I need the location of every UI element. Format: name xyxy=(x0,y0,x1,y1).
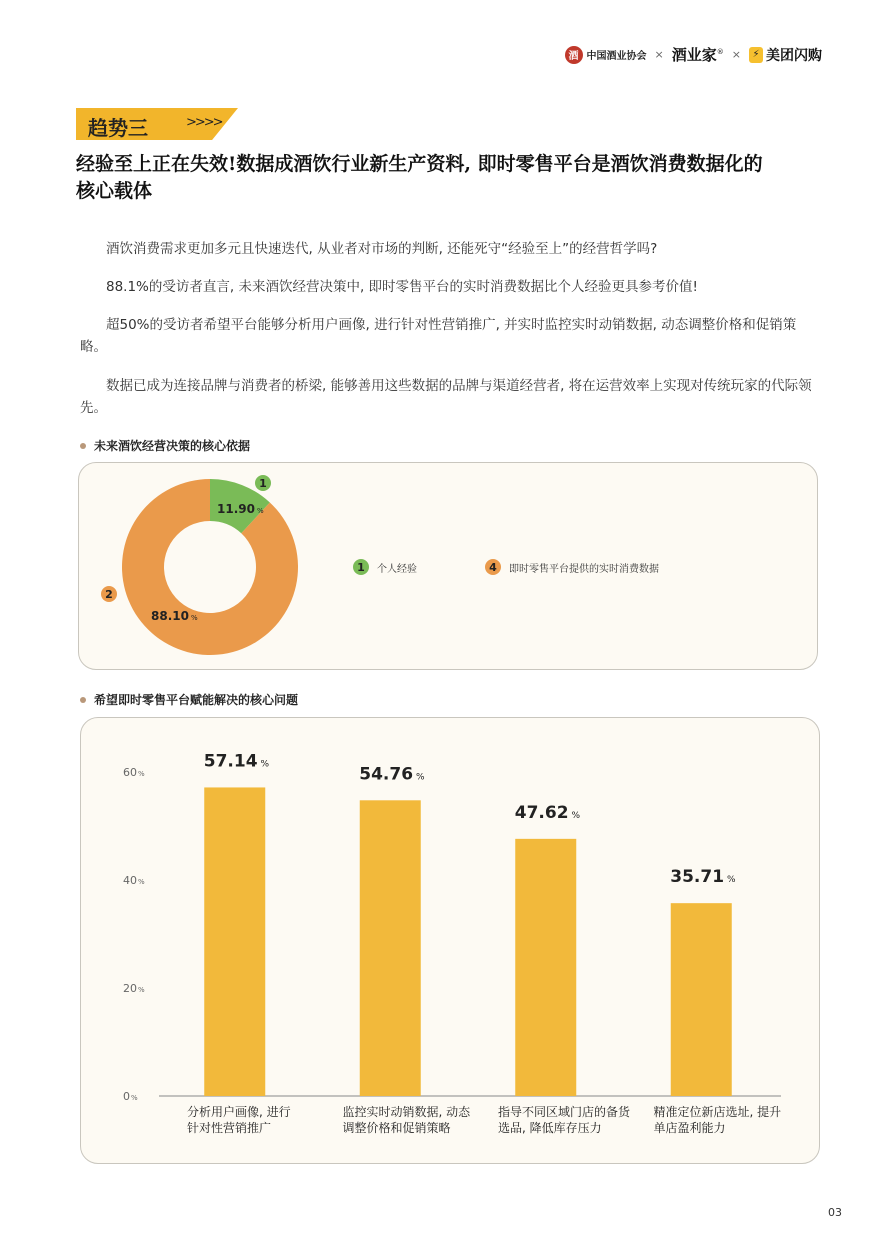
bar xyxy=(671,903,732,1096)
y-tick-unit: % xyxy=(138,878,145,886)
donut-value-label: 11.90 xyxy=(217,502,255,516)
bar-value-label: 57.14 xyxy=(203,751,258,772)
jiuyejia-logo xyxy=(672,44,724,65)
y-tick-label: 40 xyxy=(123,874,137,887)
paragraph-3: 超50%的受访者希望平台能够分析用户画像, 进行针对性营销推广, 并实时监控实时动销数据, 动态调整价格和促销策略。 xyxy=(80,317,797,355)
bar-value-unit: % xyxy=(571,810,581,821)
meituan-shangou-logo xyxy=(749,45,822,65)
lightning-bag-icon: ⚡ xyxy=(749,47,763,63)
section-title-core-problems xyxy=(80,691,298,708)
legend-item xyxy=(353,559,417,575)
bar-value-unit: % xyxy=(416,772,425,783)
separator-x: × xyxy=(654,48,664,61)
china-alcoholic-drinks-association-logo xyxy=(565,46,647,64)
x-category-label: 分析用户画像, 进行 xyxy=(187,1105,291,1119)
bullet-dot xyxy=(80,443,86,449)
bar xyxy=(204,787,265,1096)
paragraph-1: 酒饮消费需求更加多元且快速迭代, 从业者对市场的判断, 还能死守“经验至上”的经营哲学吗? xyxy=(106,241,658,257)
slice-badge-number: 2 xyxy=(105,588,113,601)
bar-value-label: 54.76 xyxy=(359,764,414,785)
logo1-text: 中国酒业协会 xyxy=(586,51,647,62)
x-category-label: 指导不同区域门店的备货 xyxy=(498,1105,631,1119)
registered-mark: ® xyxy=(716,48,724,56)
x-category-label: 监控实时动销数据, 动态 xyxy=(342,1105,471,1119)
section1-title-text: 未来酒饮经营决策的核心依据 xyxy=(94,439,251,453)
bar-value-label: 35.71 xyxy=(670,867,725,888)
legend-item xyxy=(485,559,659,575)
trend-tag xyxy=(76,108,238,140)
donut-value-label: 88.10 xyxy=(151,609,189,623)
donut-legend xyxy=(353,559,659,575)
x-category-label: 单店盈利能力 xyxy=(653,1121,726,1135)
logo3-text: 美团闪购 xyxy=(766,47,822,64)
association-emblem-icon: 酒 xyxy=(565,46,583,64)
bar-value-unit: % xyxy=(727,875,736,886)
donut-slice-2 xyxy=(122,479,298,655)
slice-badge-number: 1 xyxy=(259,477,267,490)
headline-line2: 核心载体 xyxy=(76,180,153,202)
bar xyxy=(515,839,576,1096)
page-number: 03 xyxy=(828,1206,842,1219)
bar-chart-card xyxy=(80,717,820,1164)
bar-chart xyxy=(81,718,819,1163)
partner-logos xyxy=(565,44,822,65)
y-tick-label: 0 xyxy=(123,1090,130,1103)
donut-chart-card xyxy=(78,462,818,670)
logo2-text: 酒业家 xyxy=(671,46,717,64)
legend-label: 即时零售平台提供的实时消费数据 xyxy=(509,563,659,575)
donut-value-unit: % xyxy=(190,614,198,622)
y-tick-unit: % xyxy=(131,1094,138,1102)
legend-badge: 1 xyxy=(353,559,369,575)
legend-badge: 4 xyxy=(485,559,501,575)
legend-label: 个人经验 xyxy=(377,563,417,575)
y-tick-label: 20 xyxy=(123,982,137,995)
paragraph-2: 88.1%的受访者直言, 未来酒饮经营决策中, 即时零售平台的实时消费数据比个人经验更具参考价值! xyxy=(106,279,698,295)
bar xyxy=(360,800,421,1096)
x-category-label: 精准定位新店选址, 提升 xyxy=(653,1105,782,1119)
section-title-decision-basis xyxy=(80,437,250,454)
x-category-label: 针对性营销推广 xyxy=(187,1121,272,1135)
bar-value-label: 47.62 xyxy=(514,802,569,823)
section2-title-text: 希望即时零售平台赋能解决的核心问题 xyxy=(94,693,299,707)
donut-value-unit: % xyxy=(256,507,264,515)
y-tick-unit: % xyxy=(138,986,145,994)
trend-label: 趋势三 xyxy=(88,116,148,140)
paragraph-4: 数据已成为连接品牌与消费者的桥梁, 能够善用这些数据的品牌与渠道经营者, 将在运营效率上实现对传统玩家的代际领先。 xyxy=(80,378,812,416)
y-tick-label: 60 xyxy=(123,766,137,779)
x-category-label: 调整价格和促销策略 xyxy=(342,1121,451,1135)
bullet-dot xyxy=(80,697,86,703)
x-category-label: 选品, 降低库存压力 xyxy=(498,1121,602,1135)
headline-line1: 经验至上正在失效!数据成酒饮行业新生产资料, 即时零售平台是酒饮消费数据化的 xyxy=(76,153,763,175)
headline xyxy=(76,151,796,205)
chevrons-icon: >>>> xyxy=(186,115,222,130)
bar-value-unit: % xyxy=(260,759,270,770)
separator-x: × xyxy=(731,48,741,61)
y-tick-unit: % xyxy=(138,770,145,778)
